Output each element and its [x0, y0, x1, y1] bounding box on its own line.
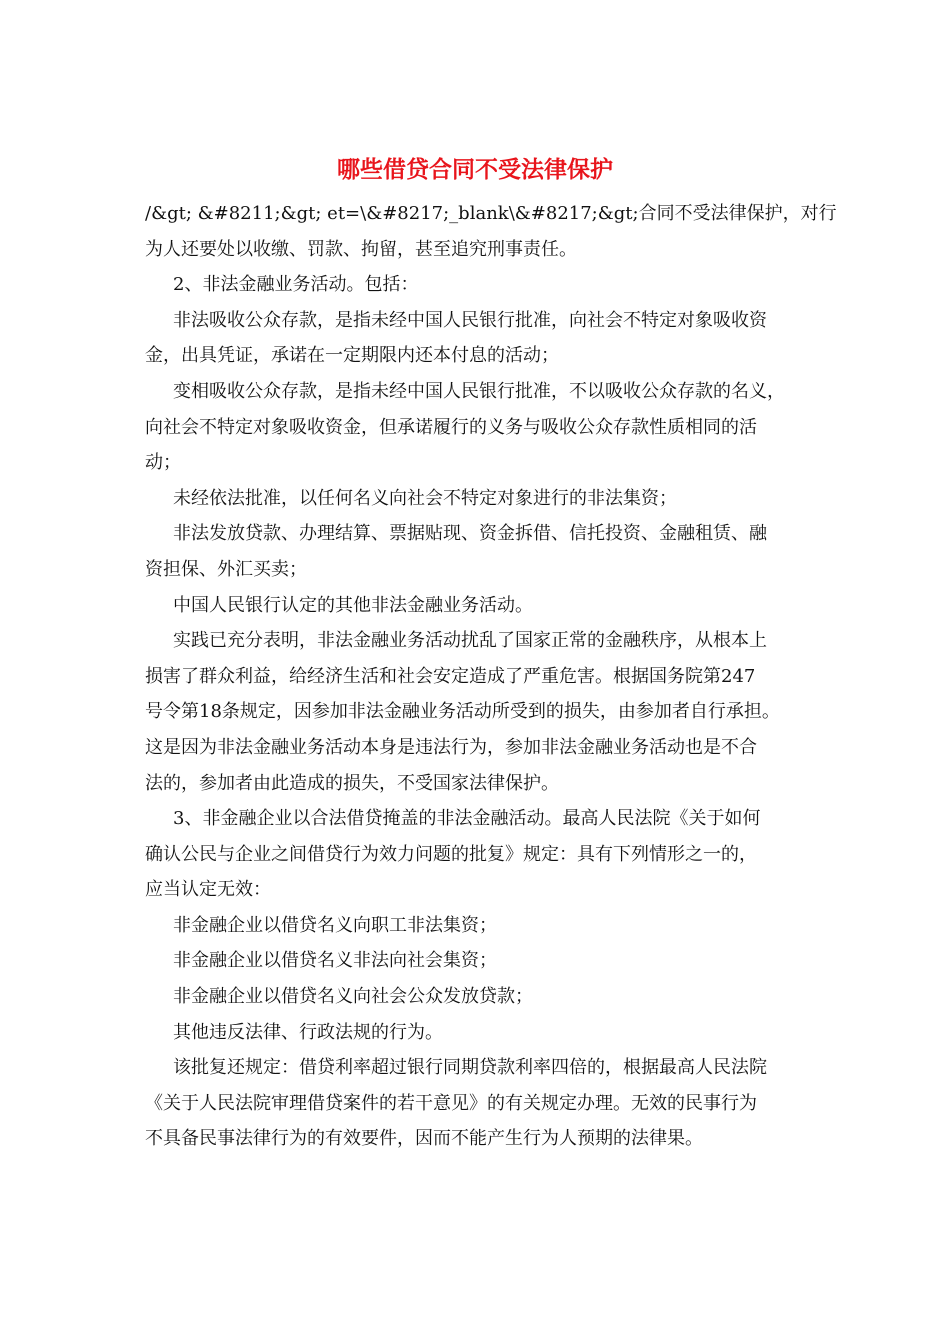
text-line: 不具备民事法律行为的有效要件，因而不能产生行为人预期的法律果。: [145, 1128, 703, 1150]
text-line: /&gt; &#8211;&gt; et=\&#8217;_blank\&#8217;&gt;合同不受法律保护，对行: [145, 203, 837, 224]
text-line: 应当认定无效：: [145, 879, 271, 901]
text-line: 法的，参加者由此造成的损失，不受国家法律保护。: [145, 772, 559, 794]
text-line: 为人还要处以收缴、罚款、拘留，甚至追究刑事责任。: [145, 238, 577, 260]
text-line: 未经依法批准，以任何名义向社会不特定对象进行的非法集资；: [173, 487, 677, 509]
text-line: 非法发放贷款、办理结算、票据贴现、资金拆借、信托投资、金融租赁、融: [173, 523, 767, 545]
text-line: 3、非金融企业以合法借贷掩盖的非法金融活动。最高人民法院《关于如何: [173, 808, 761, 830]
text-line: 确认公民与企业之间借贷行为效力问题的批复》规定：具有下列情形之一的，: [145, 843, 757, 865]
text-line: 非金融企业以借贷名义向职工非法集资；: [173, 914, 497, 936]
text-line: 该批复还规定：借贷利率超过银行同期贷款利率四倍的，根据最高人民法院: [173, 1057, 767, 1079]
text-line: 金，出具凭证，承诺在一定期限内还本付息的活动；: [145, 345, 559, 367]
text-line: 非法吸收公众存款，是指未经中国人民银行批准，向社会不特定对象吸收资: [173, 309, 767, 331]
text-line: 这是因为非法金融业务活动本身是违法行为，参加非法金融业务活动也是不合: [145, 736, 757, 758]
document-title: 哪些借贷合同不受法律保护: [337, 157, 613, 183]
text-line: 非金融企业以借贷名义非法向社会集资；: [173, 950, 497, 972]
text-line: 号令第18条规定，因参加非法金融业务活动所受到的损失，由参加者自行承担。: [145, 701, 780, 723]
text-line: 动；: [145, 452, 181, 474]
text-line: 2、非法金融业务活动。包括：: [173, 274, 419, 296]
text-line: 中国人民银行认定的其他非法金融业务活动。: [173, 594, 533, 616]
text-line: 变相吸收公众存款，是指未经中国人民银行批准，不以吸收公众存款的名义，: [173, 380, 785, 402]
text-line: 《关于人民法院审理借贷案件的若干意见》的有关规定办理。无效的民事行为: [145, 1092, 757, 1114]
text-line: 向社会不特定对象吸收资金，但承诺履行的义务与吸收公众存款性质相同的活: [145, 416, 757, 438]
text-line: 损害了群众利益，给经济生活和社会安定造成了严重危害。根据国务院第247: [145, 665, 756, 687]
text-line: 实践已充分表明，非法金融业务活动扰乱了国家正常的金融秩序，从根本上: [173, 630, 767, 652]
text-line: 资担保、外汇买卖；: [145, 558, 307, 580]
document-body: [145, 196, 837, 1157]
text-line: 其他违反法律、行政法规的行为。: [173, 1021, 443, 1043]
text-line: 非金融企业以借贷名义向社会公众发放贷款；: [173, 986, 533, 1008]
